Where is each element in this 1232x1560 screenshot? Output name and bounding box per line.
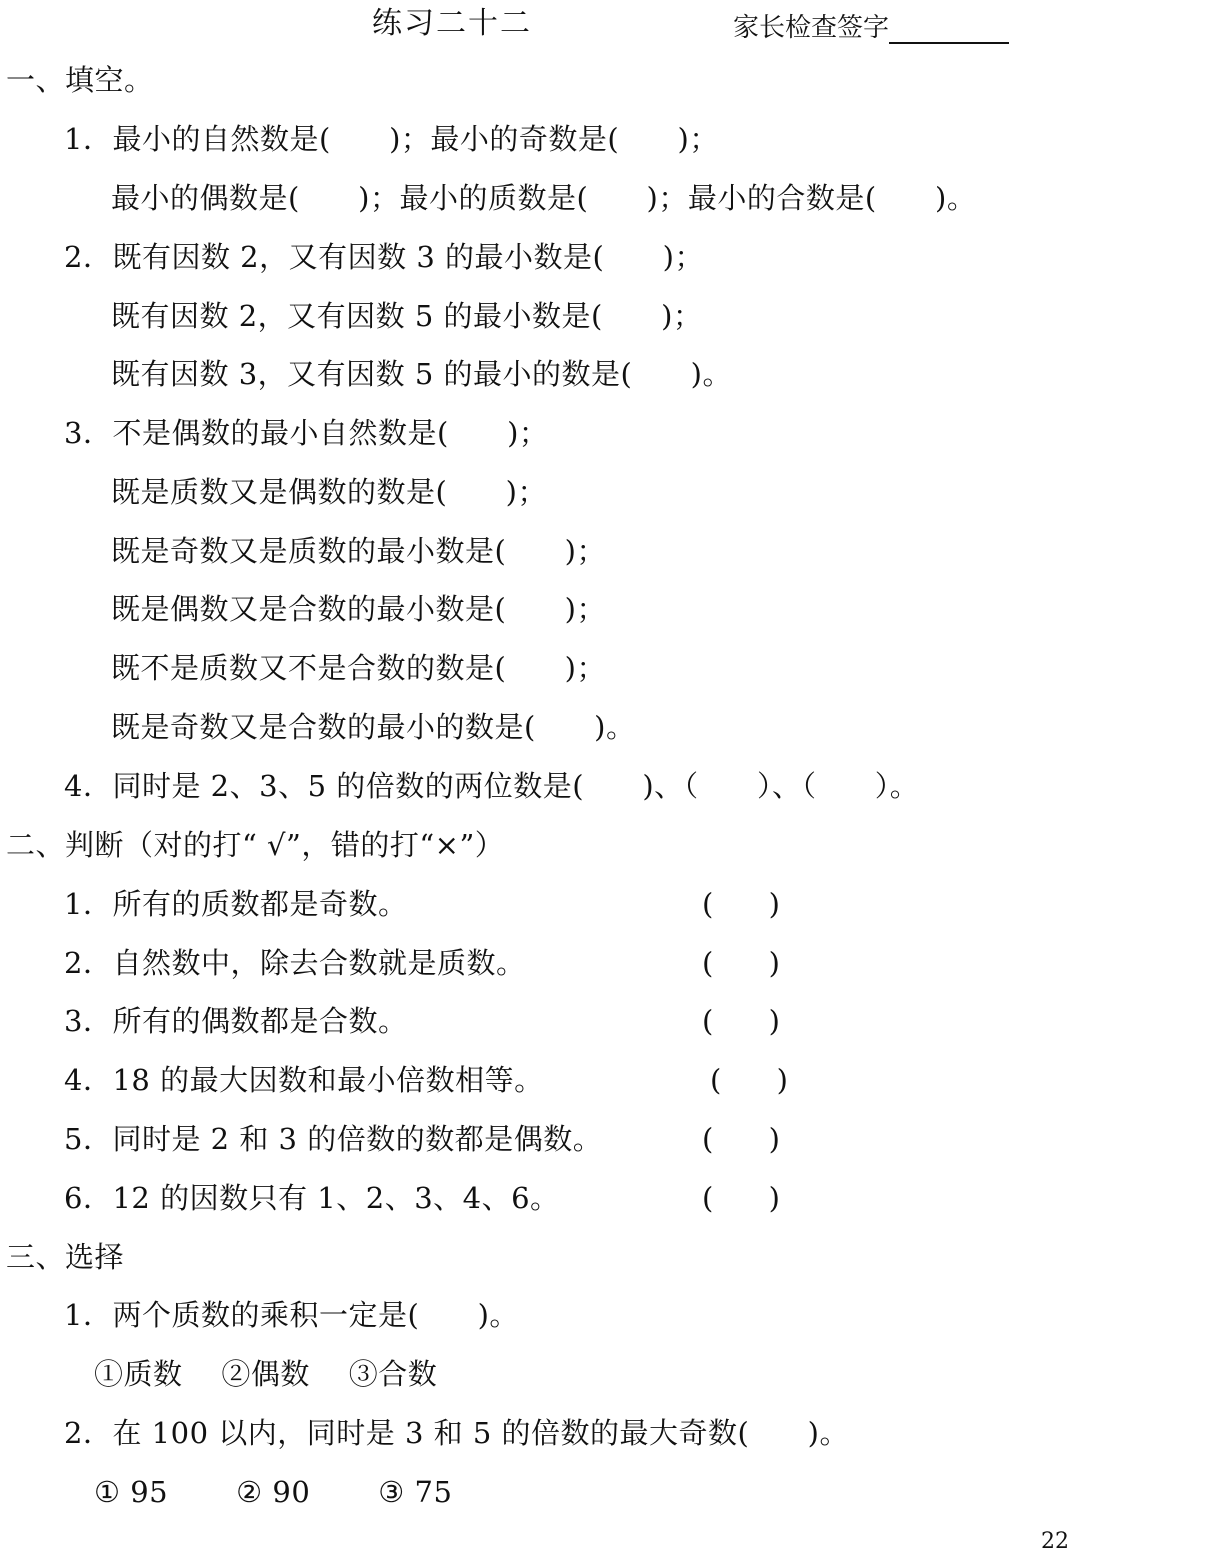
q3-line1: 3．不是偶数的最小自然数是( )； <box>64 416 549 450</box>
q3-line4: 既是偶数又是合数的最小数是( )； <box>111 592 606 626</box>
signature-label: 家长检查签字 <box>733 13 890 43</box>
judge-answer-4[interactable]: ( ) <box>710 1063 788 1097</box>
q2-line1: 2．既有因数 2，又有因数 3 的最小数是( )； <box>64 240 704 274</box>
section1-heading: 一、填空。 <box>6 63 154 97</box>
signature-blank[interactable] <box>889 16 1009 44</box>
judge-answer-3[interactable]: ( ) <box>702 1004 780 1038</box>
choice-q2: 2．在 100 以内，同时是 3 和 5 的倍数的最大奇数( )。 <box>64 1416 849 1450</box>
choice-q1-options: ①质数 ②偶数 ③合数 <box>94 1357 438 1391</box>
q1-line1: 1．最小的自然数是( )；最小的奇数是( )； <box>64 122 719 156</box>
section3-heading: 三、选择 <box>6 1240 125 1274</box>
q2-line3: 既有因数 3，又有因数 5 的最小的数是( )。 <box>111 357 732 391</box>
judge-item-4: 4．18 的最大因数和最小倍数相等。 <box>64 1063 544 1097</box>
q2-line2: 既有因数 2，又有因数 5 的最小数是( )； <box>111 299 703 333</box>
page-title: 练习二十二 <box>372 6 532 41</box>
choice-q2-options: ① 95 ② 90 ③ 75 <box>94 1475 453 1509</box>
judge-answer-5[interactable]: ( ) <box>702 1122 780 1156</box>
q3-line5: 既不是质数又不是合数的数是( )； <box>111 651 606 685</box>
judge-item-6: 6．12 的因数只有 1、2、3、4、6。 <box>64 1181 560 1215</box>
section2-heading: 二、判断（对的打“ √”，错的打“×”） <box>6 828 505 862</box>
choice-q1: 1．两个质数的乘积一定是( )。 <box>64 1298 519 1332</box>
judge-item-1: 1．所有的质数都是奇数。 <box>64 887 408 921</box>
q3-line3: 既是奇数又是质数的最小数是( )； <box>111 534 606 568</box>
judge-answer-6[interactable]: ( ) <box>702 1181 780 1215</box>
judge-item-2: 2．自然数中，除去合数就是质数。 <box>64 946 526 980</box>
judge-item-3: 3．所有的偶数都是合数。 <box>64 1004 408 1038</box>
judge-answer-2[interactable]: ( ) <box>702 946 780 980</box>
parent-signature <box>733 12 1009 44</box>
judge-item-5: 5．同时是 2 和 3 的倍数的数都是偶数。 <box>64 1122 603 1156</box>
q1-line2: 最小的偶数是( )；最小的质数是( )；最小的合数是( )。 <box>111 181 977 215</box>
q3-line6: 既是奇数又是合数的最小的数是( )。 <box>111 710 636 744</box>
page-number: 22 <box>1041 1529 1069 1554</box>
judge-answer-1[interactable]: ( ) <box>702 887 780 921</box>
q4-line1: 4．同时是 2、3、5 的倍数的两位数是( )、（ ）、（ ）。 <box>64 769 920 803</box>
q3-line2: 既是质数又是偶数的数是( )； <box>111 475 547 509</box>
